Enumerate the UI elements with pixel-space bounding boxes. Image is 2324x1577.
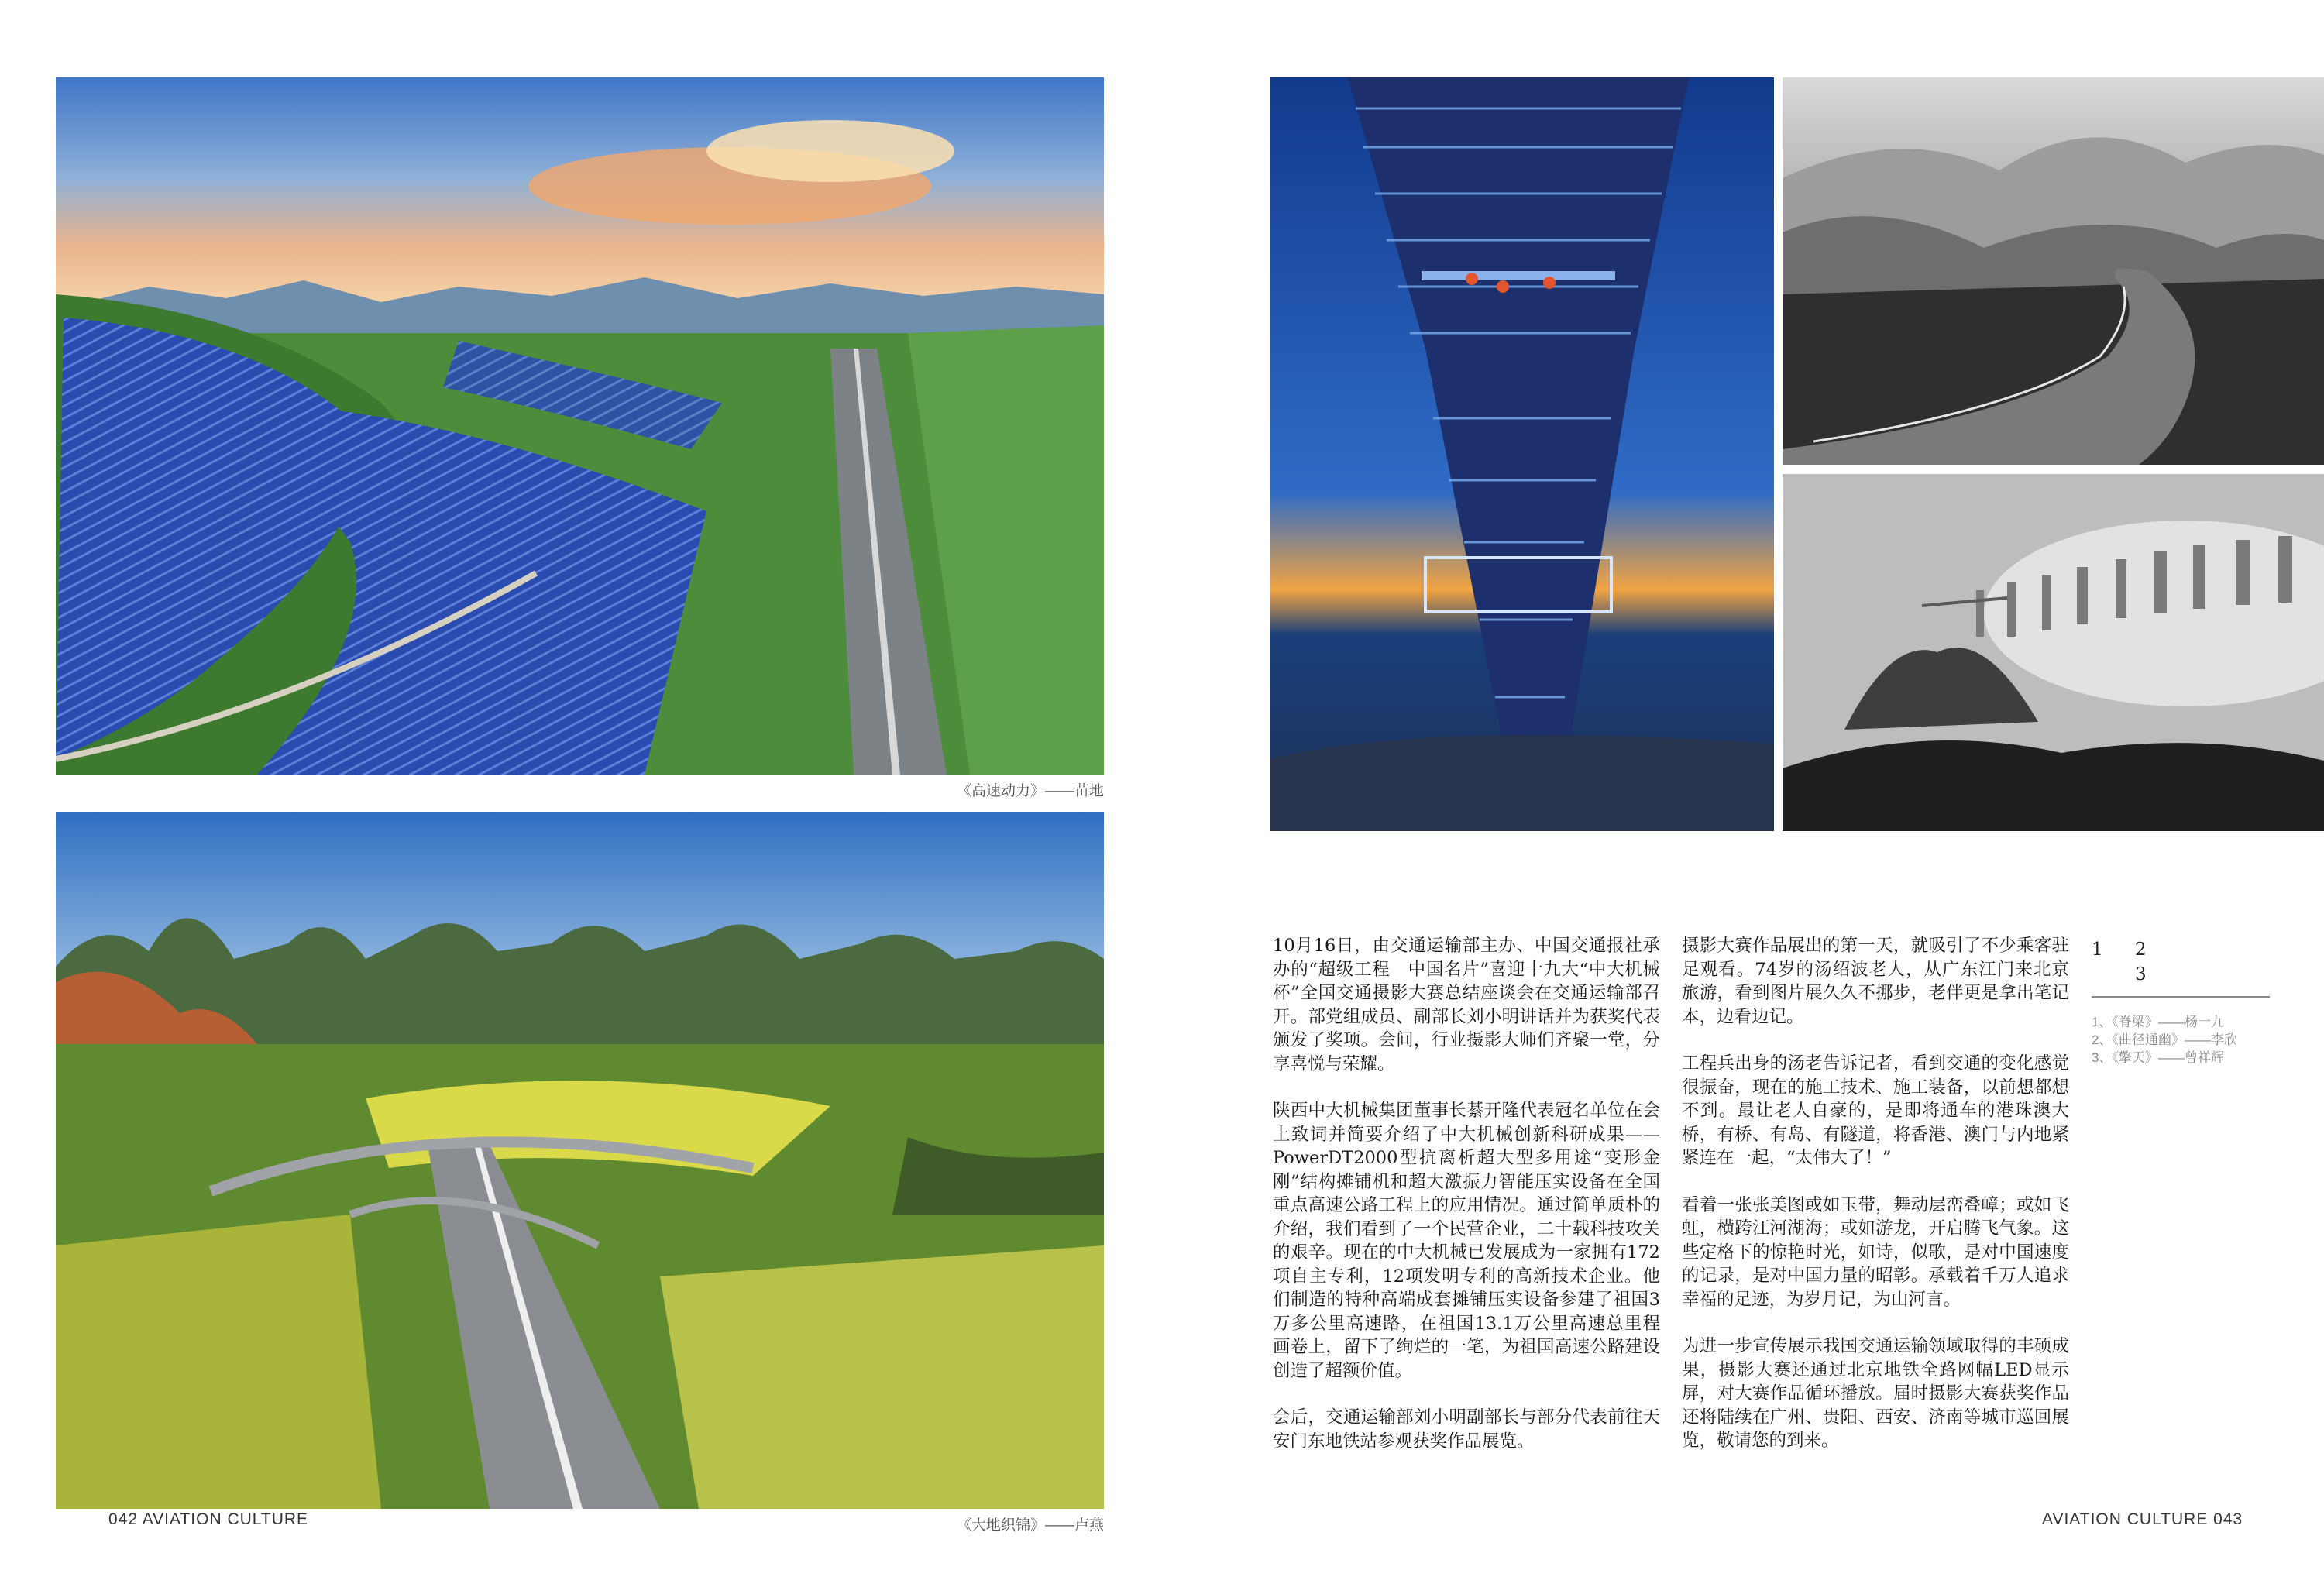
legend-number: 1 — [2092, 940, 2103, 960]
photo-bridge-tower — [1270, 77, 1774, 831]
article-column-1 — [1273, 934, 1660, 1453]
folio-right: AVIATION CULTURE 043 — [2042, 1510, 2243, 1528]
photo-legend — [2092, 937, 2270, 1067]
article-paragraph: 工程兵出身的汤老告诉记者，看到交通的变化感觉很振奋，现在的施工技术、施工装备，以前想都想不到。最让老人自豪的，是即将通车的港珠澳大桥，有桥、有岛、有隧道，将香港、澳门与内地紧紧连在一起，“太伟大了！” — [1682, 1053, 2069, 1168]
article-paragraph: 会后，交通运输部刘小明副部长与部分代表前往天安门东地铁站参观获奖作品展览。 — [1273, 1407, 1660, 1452]
legend-divider — [2092, 996, 2270, 998]
photo2-caption: 《大地织锦》——卢燕 — [956, 1517, 1104, 1534]
photo-bridge-piers-fog — [1783, 474, 2324, 831]
legend-numbers — [2092, 937, 2270, 987]
legend-number: 3 — [2135, 964, 2147, 984]
article-paragraph: 陕西中大机械集团董事长綦开隆代表冠名单位在会上致词并简要介绍了中大机械创新科研成果——PowerDT2000型抗离析超大型多用途“变形金刚”结构摊铺机和超大激振力智能压实设备在全国重点高速公路工程上的应用情况。通过简单质朴的介绍，我们看到了一个民营企业，二十载科技攻关的艰辛。现在的中大机械已发展成为一家拥有172项自主专利，12项发明专利的高新技术企业。他们制造的特种高端成套摊铺压实设备参建了祖国3万多公里高速路，在祖国13.1万公里高速总里程画卷上，留下了绚烂的一笔，为祖国高速公路建设创造了超额价值。 — [1273, 1101, 1660, 1381]
article-paragraph: 10月16日，由交通运输部主办、中国交通报社承办的“超级工程 中国名片”喜迎十九大“中大机械杯”全国交通摄影大赛总结座谈会在交通运输部召开。部党组成员、副部长刘小明讲话并为获奖代表颁发了奖项。会间，行业摄影大师们齐聚一堂，分享喜悦与荣耀。 — [1273, 936, 1660, 1074]
photo1-caption: 《高速动力》——苗地 — [956, 783, 1104, 799]
article-paragraph: 摄影大赛作品展出的第一天，就吸引了不少乘客驻足观看。74岁的汤绍波老人，从广东江门来北京旅游，看到图片展久久不挪步，老伴更是拿出笔记本，边看边记。 — [1682, 936, 2069, 1027]
legend-item: 2、《曲径通幽》——李欣 — [2092, 1032, 2237, 1047]
legend-item: 1、《脊梁》——杨一九 — [2092, 1015, 2224, 1029]
article-paragraph: 为进一步宣传展示我国交通运输领域取得的丰硕成果，摄影大赛还通过北京地铁全路网幅LED显示屏，对大赛作品循环播放。届时摄影大赛获奖作品还将陆续在广州、贵阳、西安、济南等城市巡回展览，敬请您的到来。 — [1682, 1336, 2069, 1451]
legend-number: 2 — [2135, 940, 2147, 960]
folio-left: 042 AVIATION CULTURE — [108, 1510, 309, 1528]
legend-item: 3、《擎天》——曾祥辉 — [2092, 1050, 2224, 1065]
article-paragraph: 看着一张张美图或如玉带，舞动层峦叠嶂；或如飞虹，横跨江河湖海；或如游龙，开启腾飞气象。这些定格下的惊艳时光，如诗，似歌，是对中国速度的记录，是对中国力量的昭彰。承载着千万人追求幸福的足迹，为岁月记，为山河言。 — [1682, 1194, 2069, 1310]
article-column-2 — [1682, 934, 2069, 1453]
photo-winding-road-mist — [1783, 77, 2324, 465]
photo-karst-interchange — [56, 812, 1104, 1509]
photo-solar-highway — [56, 77, 1104, 775]
